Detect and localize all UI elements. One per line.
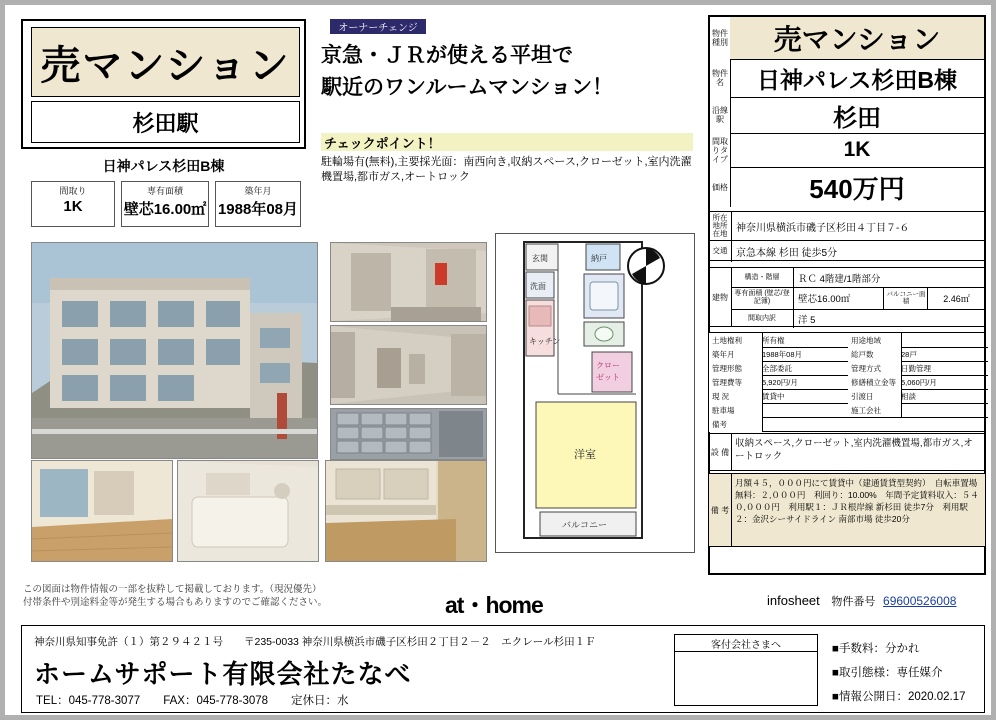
spec-builtdate-label: 築年月 — [244, 186, 272, 196]
catchcopy-line-2: 駅近のワンルームマンション！ — [321, 76, 614, 99]
building-rooms-label: 間取内訳 — [731, 309, 794, 328]
photo-mailboxes — [330, 408, 487, 460]
photo-exterior-image — [32, 243, 317, 458]
stamp-heading: 客付会社さまへ — [675, 635, 817, 652]
grid-value-5 — [759, 403, 852, 418]
grid-label-6: 備考 — [709, 417, 763, 432]
grid-value2-1: 28戸 — [898, 347, 988, 362]
grid-value-4: 賃貸中 — [759, 389, 852, 404]
company-name: ホームサポート有限会社たなべ — [34, 659, 412, 689]
summary-row-price — [710, 167, 984, 207]
svg-text:洋室: 洋室 — [574, 449, 596, 461]
photo-room-interior — [31, 460, 173, 562]
remarks-label: 備 考 — [709, 474, 732, 546]
checkpoint-heading: チェックポイント！ — [321, 133, 693, 151]
license-text: 神奈川県知事免許（１）第２９４２１号 〒235-0033 神奈川県横浜市磯子区杉田２丁目２－２ エクレール杉田１Ｆ — [34, 636, 596, 648]
grid-value-2: 全部委託 — [759, 361, 852, 376]
equipment-label: 設 備 — [709, 434, 732, 470]
athome-logo: at・home — [445, 592, 543, 618]
access-row — [709, 240, 985, 262]
location-table — [708, 211, 986, 261]
equipment-value: 収納スペース,クローゼット,室内洗濯機置場,都市ガス,オートロック — [735, 438, 973, 462]
summary-row-station-label: 沿線駅 — [710, 97, 731, 133]
building-area-label: 専有面積 (壁芯/登記簿) — [731, 287, 794, 309]
term-publish-date: ■情報公開日：2020.02.17 — [832, 691, 966, 703]
spec-layout-value: 1K — [63, 198, 83, 215]
grid-label2-1: 総戸数 — [848, 347, 902, 362]
remarks-value: 月額４５，０００円にて賃貸中（建通賃貸型契約） 自転車置場無料：２,０００円 利回り：10.00% 年間予定賃料収入：５４０,０００円 利用駅１：ＪＲ根岸線 新杉田 徒歩7分 利用駅２：金沢シーサイドライン 南部市場 徒歩20分 — [735, 478, 979, 524]
summary-row-price-value: 540万円 — [809, 173, 905, 204]
grid-value-3: 5,920円/月 — [759, 375, 852, 390]
spec-area-value: 壁芯16.00㎡ — [123, 201, 207, 218]
building-structure-row — [731, 268, 985, 288]
building-name: 日神パレス杉田B棟 — [102, 158, 225, 174]
grid-value2-0 — [898, 333, 988, 348]
grid-value-6 — [759, 417, 988, 432]
svg-text:ゼット: ゼット — [596, 373, 620, 382]
agency-box — [21, 625, 985, 713]
photo-corridor-image — [331, 326, 486, 404]
summary-row-station-value: 杉田 — [833, 104, 881, 132]
photo-kitchen-image — [326, 461, 486, 561]
svg-text:キッチン: キッチン — [529, 337, 561, 346]
summary-row-name — [710, 59, 984, 98]
checkpoint-body: 駐輪場有(無料),主要採光面：南西向き,収納スペース,クローゼット,室内洗濯機置場,都市ガス,オートロック — [321, 156, 692, 183]
summary-row-name-label: 物件名 — [710, 59, 731, 97]
building-rooms-value: 洋 5 — [798, 314, 816, 326]
grid-value2-3: 5,060円/月 — [898, 375, 988, 390]
svg-text:納戸: 納戸 — [591, 254, 607, 263]
photo-mailboxes-image — [331, 409, 486, 459]
grid-label-3: 管理費等 — [709, 375, 763, 390]
photo-entrance-hall-image — [331, 243, 486, 321]
building-structure-value: ＲＣ 4階建/1階部分 — [798, 273, 881, 285]
summary-row-name-value: 日神パレス杉田B棟 — [757, 66, 957, 93]
access-label: 交通 — [709, 240, 732, 262]
compass-icon — [626, 246, 666, 291]
grid-label2-5: 施工会社 — [848, 403, 902, 418]
building-rooms-row — [731, 309, 985, 328]
photo-corridor — [330, 325, 487, 405]
access-value: 京急本線 杉田 徒歩5分 — [736, 247, 838, 259]
grid-value2-5 — [898, 403, 988, 418]
grid-label-4: 現 況 — [709, 389, 763, 404]
spec-builtdate-value: 1988年08月 — [217, 201, 299, 218]
balcony-area-label: バルコニー面積 — [883, 287, 928, 309]
photo-exterior — [31, 242, 318, 459]
photo-entrance-hall — [330, 242, 487, 322]
svg-text:洗面: 洗面 — [530, 282, 546, 291]
grid-label-0: 土地権利 — [709, 333, 763, 348]
summary-row-type — [710, 17, 984, 60]
summary-row-layout — [710, 133, 984, 168]
summary-row-station — [710, 97, 984, 134]
station-name: 杉田駅 — [31, 101, 300, 143]
grid-value-1: 1988年08月 — [759, 347, 852, 362]
photo-room-interior-image — [32, 461, 172, 561]
equipment-box — [708, 433, 986, 471]
building-side-label: 建物 — [709, 268, 732, 326]
infosheet-label: infosheet — [767, 593, 820, 608]
svg-text:クロー: クロー — [596, 361, 620, 370]
summary-row-price-label: 価格 — [710, 167, 731, 207]
owner-change-badge: オーナーチェンジ — [330, 19, 426, 34]
grid-label2-3: 修繕積立金等 — [848, 375, 902, 390]
address-row — [709, 212, 985, 241]
infosheet-line — [767, 593, 956, 609]
grid-label-2: 管理形態 — [709, 361, 763, 376]
term-fee: ■手数料：分かれ — [832, 643, 920, 655]
summary-row-type-label: 物件種別 — [710, 17, 731, 59]
building-structure-label: 構造・階層 — [731, 268, 794, 287]
disclaimer — [23, 583, 443, 609]
property-number-label: 物件番号 — [831, 596, 876, 608]
building-area-row — [731, 287, 985, 310]
grid-label2-2: 管理方式 — [848, 361, 902, 376]
details-grid — [708, 332, 986, 432]
photo-bathroom-image — [178, 461, 318, 561]
photo-bathroom — [177, 460, 319, 562]
summary-row-type-value: 売マンション — [730, 17, 984, 59]
catchcopy-line-1: 京急・ＪＲが使える平坦で — [321, 44, 573, 67]
balcony-area-value: 2.46㎡ — [927, 287, 985, 309]
spec-area — [121, 181, 209, 227]
stamp-box — [674, 634, 818, 706]
svg-text:玄関: 玄関 — [532, 254, 548, 263]
contact-line: TEL：045-778-3077 FAX：045-778-3078 定休日：水 — [36, 695, 349, 707]
page-title: 売マンション — [31, 27, 300, 97]
grid-label2-0: 用途地域 — [848, 333, 902, 348]
photo-kitchen — [325, 460, 487, 562]
floor-plan — [495, 233, 695, 553]
spec-builtdate — [215, 181, 301, 227]
disclaimer-line-2: 付帯条件や別途料金等が発生する場合もありますのでご確認ください。 — [23, 597, 328, 608]
grid-label-1: 築年月 — [709, 347, 763, 362]
term-transaction-type: ■取引態様：専任媒介 — [832, 667, 943, 679]
address-value: 神奈川県横浜巿磯子区杉田４丁目７-６ — [736, 222, 910, 234]
summary-row-layout-label: 間取りタイプ — [710, 133, 731, 167]
building-area-value: 壁芯16.00㎡ — [798, 294, 851, 305]
grid-label-5: 駐車場 — [709, 403, 763, 418]
svg-text:バルコニー: バルコニー — [562, 520, 608, 530]
grid-label2-4: 引渡日 — [848, 389, 902, 404]
spec-layout — [31, 181, 115, 227]
summary-row-layout-value: 1K — [843, 138, 871, 161]
title-box — [21, 19, 306, 149]
spec-layout-label: 間取り — [59, 186, 87, 196]
remarks-box — [708, 473, 986, 547]
grid-value-0: 所有権 — [759, 333, 852, 348]
address-label: 所在地所在地 — [709, 212, 732, 240]
spec-area-label: 専有面積 — [146, 186, 183, 196]
disclaimer-line-1: この図面は物件情報の一部を抜粋して掲載しております。（現況優先） — [23, 584, 322, 595]
grid-value2-4: 相談 — [898, 389, 988, 404]
property-number-value: 69600526008 — [883, 594, 957, 608]
grid-value2-2: 日勤管理 — [898, 361, 988, 376]
building-table — [708, 267, 986, 327]
